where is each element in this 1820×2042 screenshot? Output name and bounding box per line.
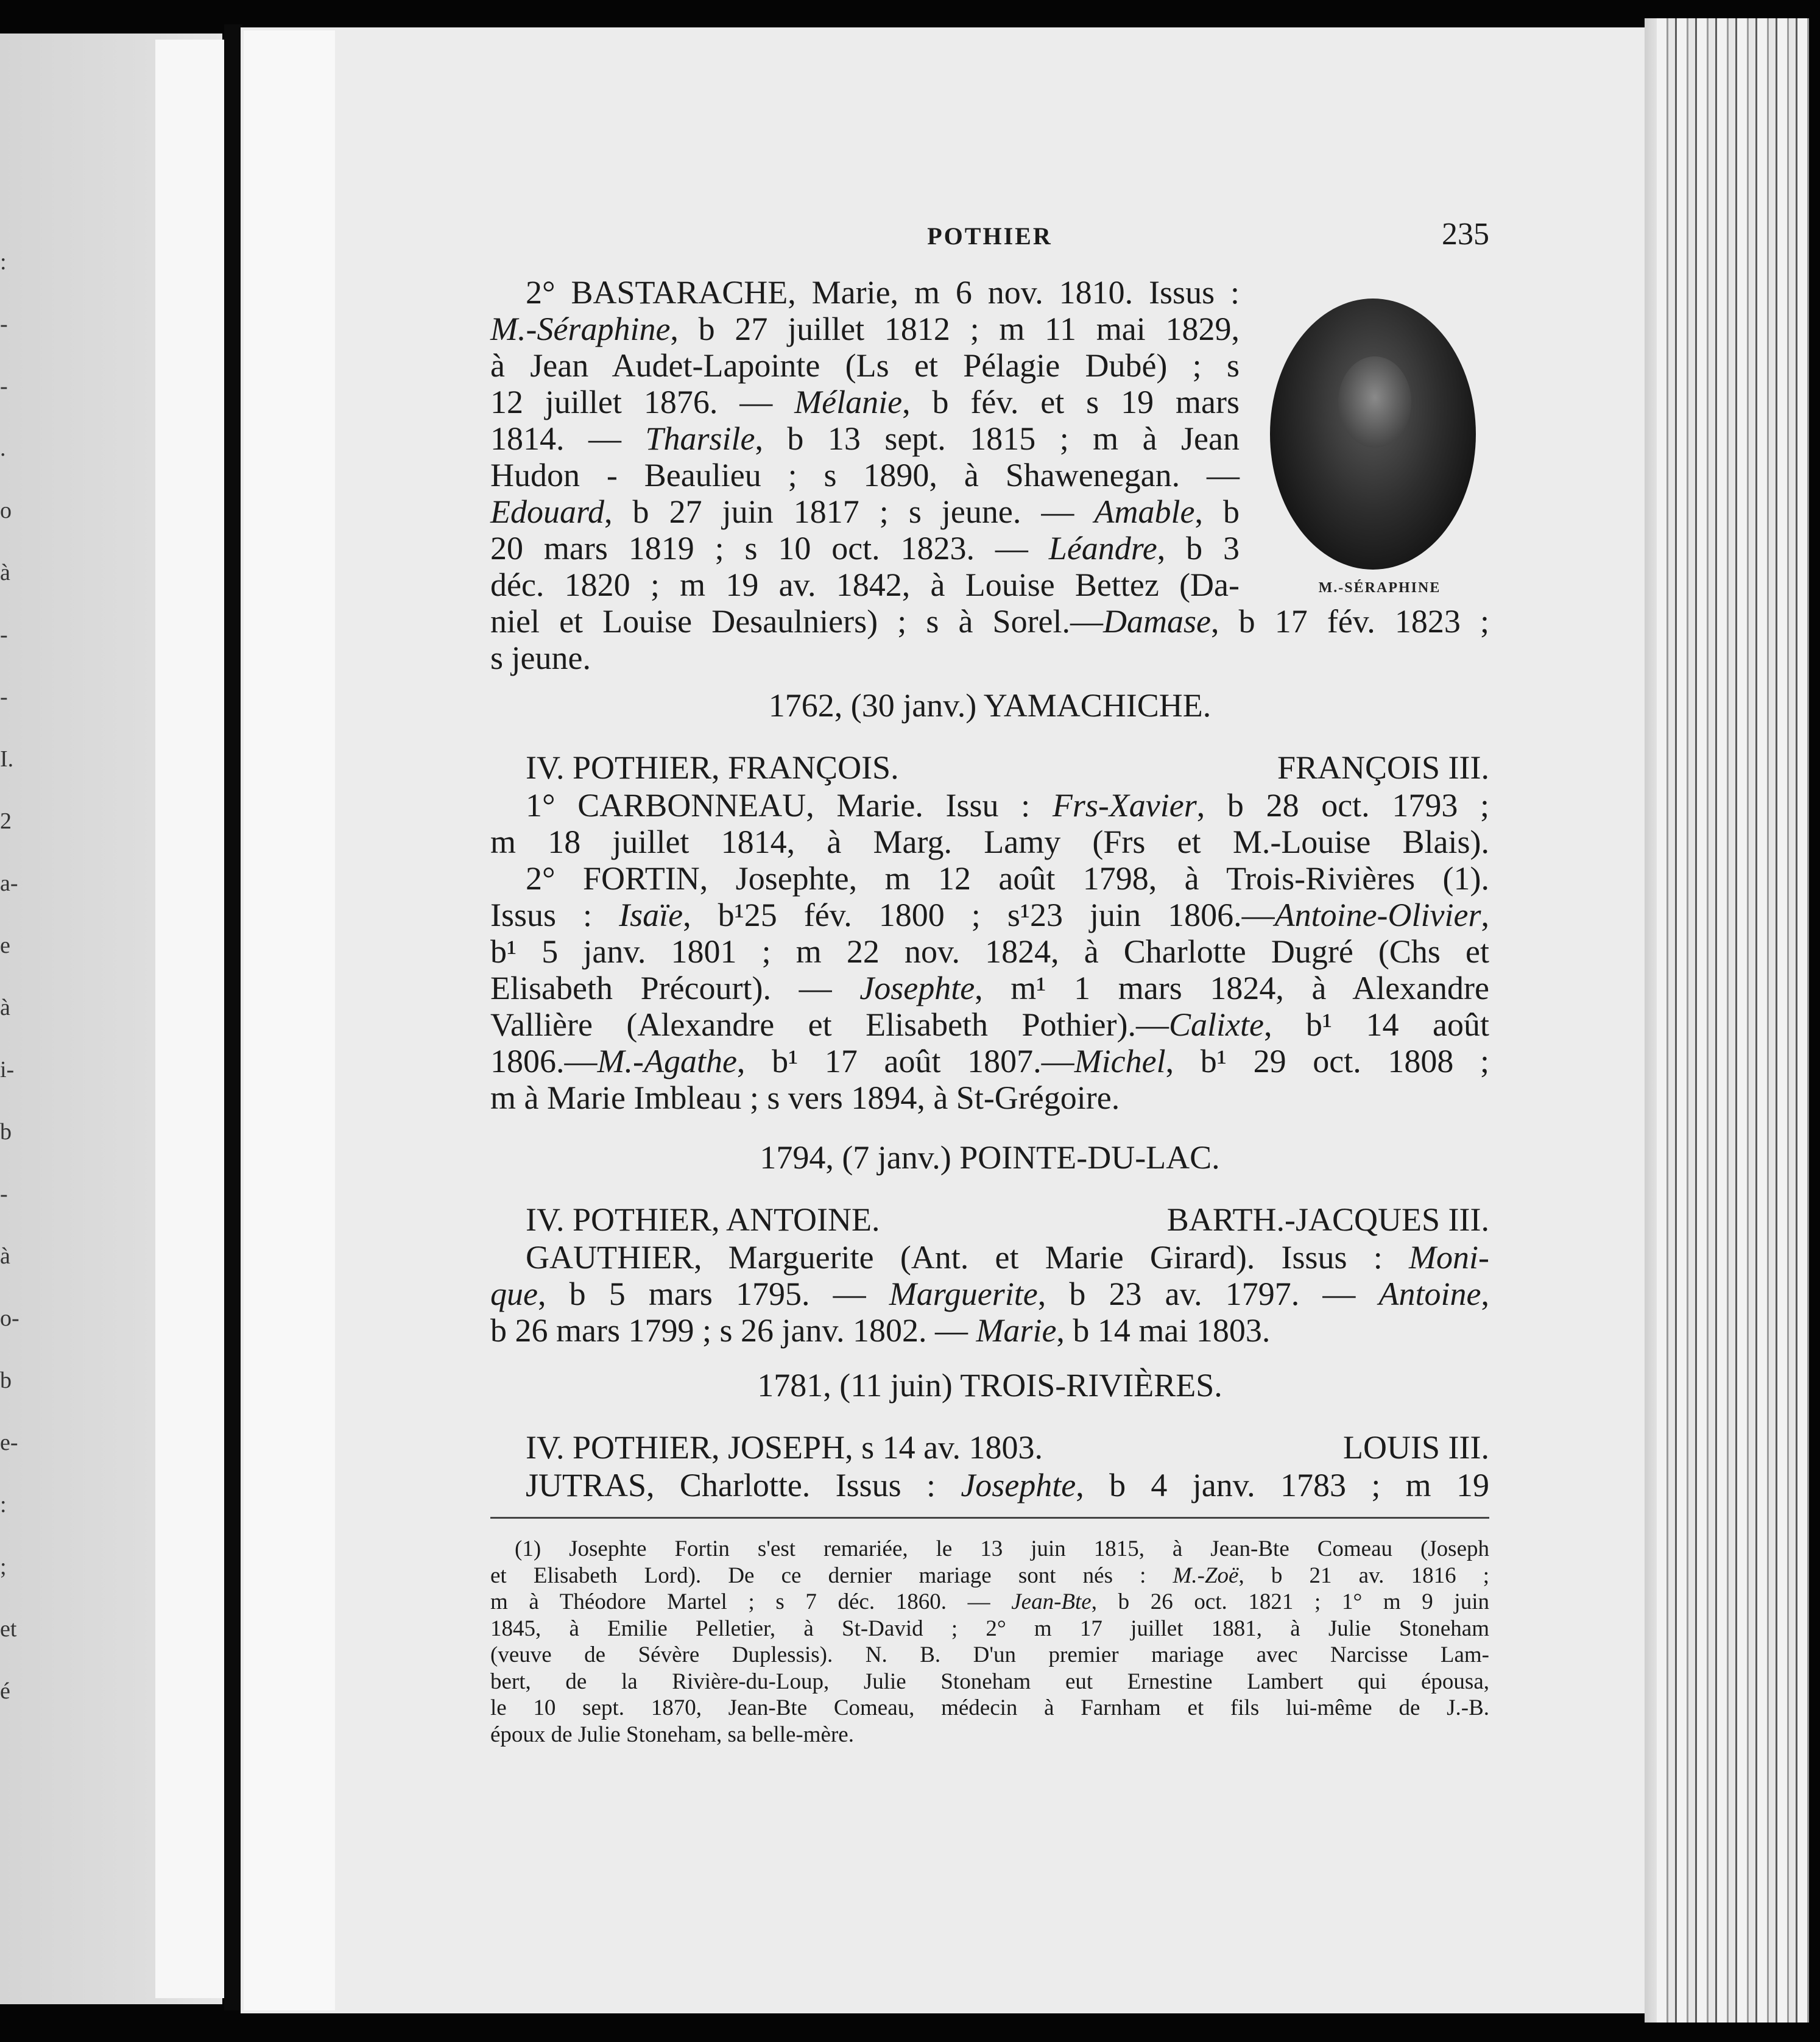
entry-name: IV. POTHIER, FRANÇOIS. <box>526 749 899 786</box>
left-page-edge <box>155 40 225 1998</box>
left-page-fragment: e- <box>0 1430 18 1455</box>
text-line: Hudon - Beaulieu ; s 1890, à Shawenegan. — <box>490 457 1240 493</box>
text-line: b¹ 5 janv. 1801 ; m 22 nov. 1824, à Charlotte Dugré (Chs et <box>490 933 1489 970</box>
text-line: 20 mars 1819 ; s 10 oct. 1823. — Léandre, b 3 <box>490 530 1240 567</box>
footnote-line: bert, de la Rivière-du-Loup, Julie Stoneham eut Ernestine Lambert qui épousa, <box>490 1669 1489 1694</box>
text-line: 12 juillet 1876. — Mélanie, b fév. et s 19 mars <box>490 384 1240 420</box>
left-page-fragment: é <box>0 1678 10 1704</box>
text-line: GAUTHIER, Marguerite (Ant. et Marie Girard). Issus : Moni- <box>526 1239 1489 1276</box>
entry-name: IV. POTHIER, ANTOINE. <box>526 1201 880 1238</box>
text-line: m 18 juillet 1814, à Marg. Lamy (Frs et M.-Louise Blais). <box>490 824 1489 860</box>
text-line: 2° FORTIN, Josephte, m 12 août 1798, à Trois-Rivières (1). <box>526 860 1489 897</box>
portrait-caption: M.-SÉRAPHINE <box>1318 580 1441 596</box>
section-heading-pointe-du-lac: 1794, (7 janv.) POINTE-DU-LAC. <box>760 1139 1220 1176</box>
text-line: Edouard, b 27 juin 1817 ; s jeune. — Amable, b <box>490 493 1240 530</box>
left-page-fragment: i- <box>0 1057 15 1083</box>
left-page-fragment: - <box>0 373 8 399</box>
text-line: 1° CARBONNEAU, Marie. Issu : Frs-Xavier, b 28 oct. 1793 ; <box>526 787 1489 824</box>
footnote-line: m à Théodore Martel ; s 7 déc. 1860. — Jean-Bte, b 26 oct. 1821 ; 1° m 9 juin <box>490 1589 1489 1614</box>
footnote <box>490 1536 1489 1748</box>
text-line: Vallière (Alexandre et Elisabeth Pothier).—Calixte, b¹ 14 août <box>490 1006 1489 1043</box>
left-page-fragment: : <box>0 1492 7 1517</box>
text-line: s jeune. <box>490 640 591 676</box>
left-page-fragment: - <box>0 622 8 648</box>
page-text-block <box>490 207 1489 1748</box>
footnote-line: époux de Julie Stoneham, sa belle-mère. <box>490 1722 854 1747</box>
entry-parent: FRANÇOIS III. <box>1277 749 1489 786</box>
left-page-fragment: à <box>0 560 10 585</box>
text-line: niel et Louise Desaulniers) ; s à Sorel.—Damase, b 17 fév. 1823 ; <box>490 603 1489 640</box>
text-line: b 26 mars 1799 ; s 26 janv. 1802. — Marie, b 14 mai 1803. <box>490 1312 1271 1349</box>
section-heading-yamachiche: 1762, (30 janv.) YAMACHICHE. <box>768 687 1212 724</box>
text-line: que, b 5 mars 1795. — Marguerite, b 23 av. 1797. — Antoine, <box>490 1276 1490 1312</box>
footnote-line: le 10 sept. 1870, Jean-Bte Comeau, médecin à Farnham et fils lui-même de J.-B. <box>490 1695 1489 1720</box>
footnote-line: (1) Josephte Fortin s'est remariée, le 13 juin 1815, à Jean-Bte Comeau (Joseph <box>515 1536 1489 1561</box>
page-stack-edges <box>1657 18 1809 2023</box>
footnote-rule <box>490 1517 1489 1519</box>
right-page-inner-margin <box>244 30 335 2010</box>
entry-name: IV. POTHIER, JOSEPH, s 14 av. 1803. <box>526 1429 1043 1466</box>
footnote-line: et Elisabeth Lord). De ce dernier mariage sont nés : M.-Zoë, b 21 av. 1816 ; <box>490 1563 1489 1588</box>
text-line: JUTRAS, Charlotte. Issus : Josephte, b 4 janv. 1783 ; m 19 <box>526 1467 1489 1503</box>
left-page-fragment: b <box>0 1119 12 1145</box>
left-page-fragment: . <box>0 436 6 461</box>
entry-heading-francois <box>490 749 1489 787</box>
entry-heading-joseph <box>490 1429 1489 1467</box>
entry-heading-antoine <box>490 1201 1489 1239</box>
paragraph-bastarache <box>490 274 1240 603</box>
left-page-fragment: à <box>0 995 10 1020</box>
left-page-fragment: et <box>0 1616 17 1642</box>
footnote-line: 1845, à Emilie Pelletier, à St-David ; 2° m 17 juillet 1881, à Julie Stoneham <box>490 1616 1489 1641</box>
left-page-fragment: à <box>0 1243 10 1269</box>
left-page-fragment: o <box>0 498 12 523</box>
entry-parent: BARTH.-JACQUES III. <box>1166 1201 1489 1238</box>
text-line: à Jean Audet-Lapointe (Ls et Pélagie Dubé) ; s <box>490 347 1240 384</box>
page-header <box>490 207 1489 274</box>
text-line: 1806.—M.-Agathe, b¹ 17 août 1807.—Michel, b¹ 29 oct. 1808 ; <box>490 1043 1489 1079</box>
entry-parent: LOUIS III. <box>1343 1429 1489 1466</box>
left-page-fragment: - <box>0 684 8 710</box>
running-title: POTHIER <box>927 222 1053 250</box>
text-line: m à Marie Imbleau ; s vers 1894, à St-Grégoire. <box>490 1079 1120 1116</box>
page-number: 235 <box>1442 217 1489 252</box>
left-page-fragment: e <box>0 933 10 958</box>
left-page-fragment: ; <box>0 1554 7 1580</box>
left-page-fragment: : <box>0 249 7 275</box>
text-line: 2° BASTARACHE, Marie, m 6 nov. 1810. Issus : <box>526 274 1240 311</box>
section-heading-trois-rivieres: 1781, (11 juin) TROIS-RIVIÈRES. <box>757 1367 1222 1404</box>
left-page-fragment: 2 <box>0 808 12 834</box>
left-page-fragment: b <box>0 1368 12 1393</box>
left-page-fragment: o- <box>0 1305 19 1331</box>
text-line: Elisabeth Précourt). — Josephte, m¹ 1 mars 1824, à Alexandre <box>490 970 1489 1006</box>
text-line: 1814. — Tharsile, b 13 sept. 1815 ; m à Jean <box>490 420 1240 457</box>
text-line: M.-Séraphine, b 27 juillet 1812 ; m 11 mai 1829, <box>490 311 1240 347</box>
left-page-fragment: - <box>0 311 8 337</box>
footnote-line: (veuve de Sévère Duplessis). N. B. D'un premier mariage avec Narcisse Lam- <box>490 1642 1489 1667</box>
book-gutter <box>224 24 242 2010</box>
text-line: déc. 1820 ; m 19 av. 1842, à Louise Bettez (Da- <box>490 567 1240 603</box>
text-line: Issus : Isaïe, b¹25 fév. 1800 ; s¹23 juin 1806.—Antoine-Olivier, <box>490 897 1489 933</box>
left-page-fragment: - <box>0 1181 8 1207</box>
left-page-fragment: a- <box>0 871 18 896</box>
left-page-fragment: I. <box>0 746 14 772</box>
left-page-text-fragments <box>0 244 37 1828</box>
